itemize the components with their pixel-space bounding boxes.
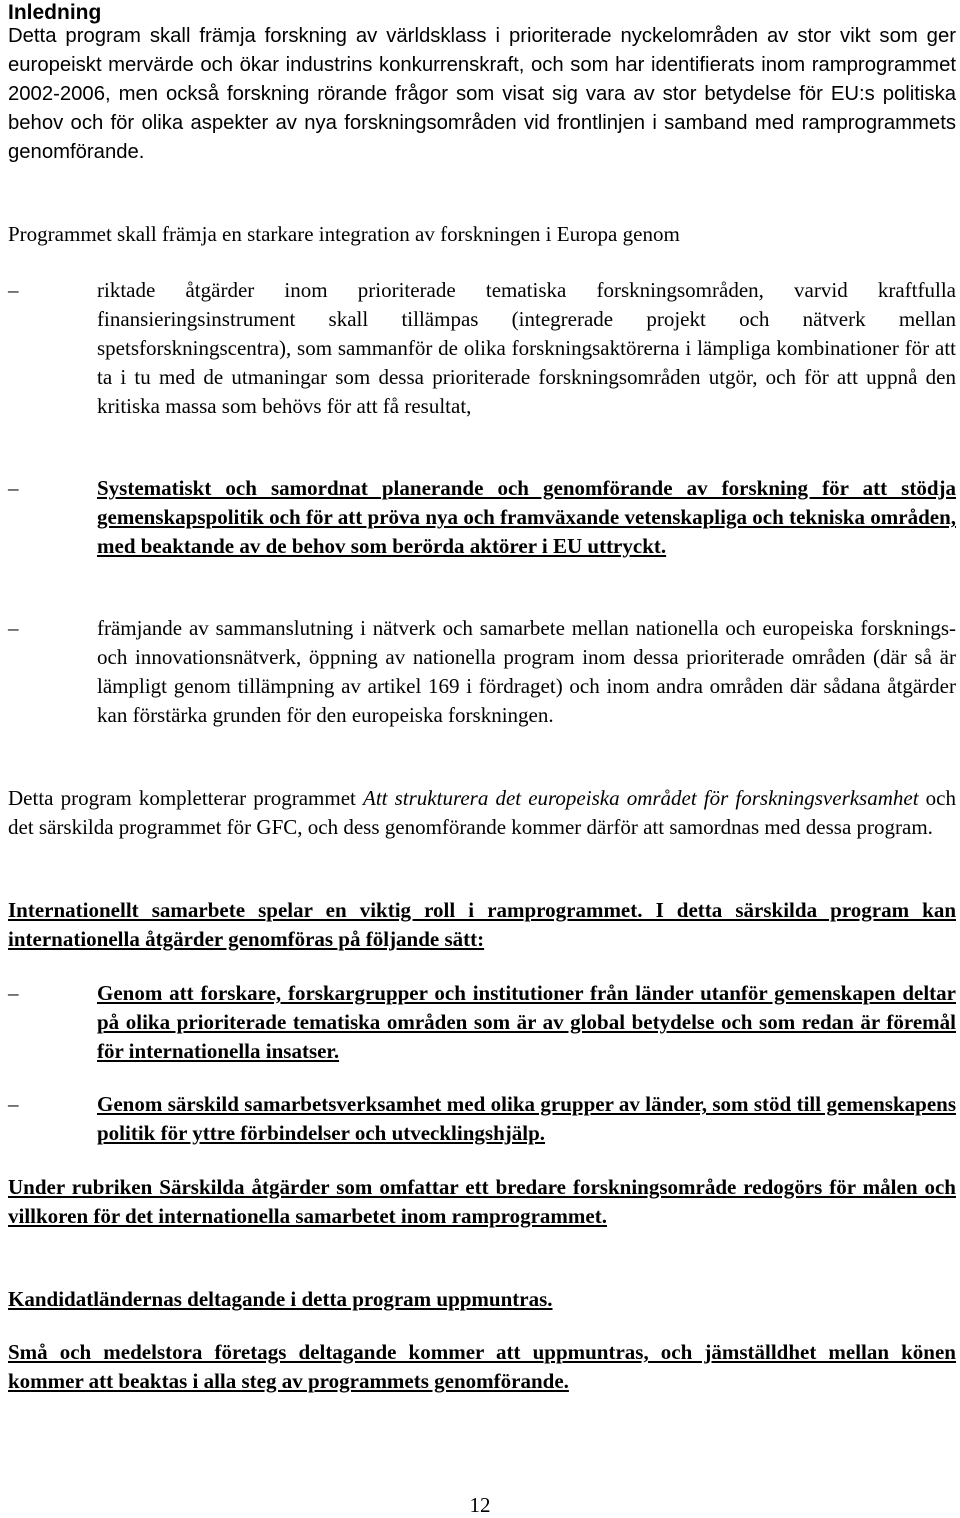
complement-paragraph — [8, 784, 956, 842]
integration-paragraph: Programmet skall främja en starkare integration av forskningen i Europa genom — [8, 222, 680, 246]
dash-bullet: – — [8, 981, 19, 1005]
intro-paragraph: Detta program skall främja forskning av världsklass i prioriterade nyckelområden av stor vikt som ger europeiskt mervärde och ökar industrins konkurrenskraft, och som har identifierats inom ramprogrammet 2002-2006, men också forskning rörande frågor som visat sig vara av stor betydelse för EU:s politiska behov och för olika aspekter av nya forskningsområden vid frontlinjen i samband med ramprogrammets genomförande. — [8, 25, 956, 163]
program-title: Att strukturera det europeiska området för forskningsverksamhet — [363, 786, 919, 810]
special-measures-paragraph: Under rubriken Särskilda åtgärder som omfattar ett bredare forskningsområde redogörs för målen och villkoren för det internationella samarbetet inom ramprogrammet. — [8, 1175, 956, 1228]
complement-text-end: och det särskilda programmet för GFC, och dess genomförande kommer därför att samordnas med dessa program. — [8, 786, 956, 839]
dash-bullet: – — [8, 476, 19, 500]
complement-text-start: Detta program kompletterar programmet — [8, 786, 363, 810]
section-heading: Inledning — [8, 1, 102, 24]
list-item-text: Genom att forskare, forskargrupper och institutioner från länder utanför gemenskapen deltar på olika prioriterade tematiska områden som är av global betydelse och som redan är föremål för internationella insatser. — [97, 981, 956, 1063]
list-item-text: Genom särskild samarbetsverksamhet med olika grupper av länder, som stöd till gemenskapens politik för yttre förbindelser och utvecklingshjälp. — [97, 1092, 956, 1145]
list-item-text: Systematiskt och samordnat planerande och genomförande av forskning för att stödja gemenskapspolitik och för att pröva nya och framväxande vetenskapliga och tekniska områden, med beaktande av de behov som berörda aktörer i EU uttryckt. — [97, 476, 956, 558]
list-item-text: främjande av sammanslutning i nätverk och samarbete mellan nationella och europeiska forsknings- och innovationsnätverk, öppning av nationella program inom dessa prioriterade områden (där så är lämpligt genom tillämpning av artikel 169 i fördraget) och inom andra områden där sådana åtgärder kan förstärka grunden för den europeiska forskningen. — [97, 616, 956, 727]
dash-bullet: – — [8, 616, 19, 640]
page-number: 12 — [469, 1493, 491, 1517]
dash-bullet: – — [8, 278, 19, 302]
candidate-countries-paragraph: Kandidatländernas deltagande i detta program uppmuntras. — [8, 1287, 553, 1311]
dash-bullet: – — [8, 1092, 19, 1116]
list-item-text: riktade åtgärder inom prioriterade tematiska forskningsområden, varvid kraftfulla finansieringsinstrument skall tillämpas (integrerade projekt och nätverk mellan spetsforskningscentra), som sammanför de olika forskningsaktörerna i lämpliga kombinationer för att ta i tu med de utmaningar som dessa prioriterade forskningsområden utgör, och för att uppnå den kritiska massa som behövs för att få resultat, — [97, 278, 956, 418]
sme-paragraph: Små och medelstora företags deltagande kommer att uppmuntras, och jämställdhet mellan könen kommer att beaktas i alla steg av programmets genomförande. — [8, 1340, 956, 1393]
international-paragraph: Internationellt samarbete spelar en viktig roll i ramprogrammet. I detta särskilda program kan internationella åtgärder genomföras på följande sätt: — [8, 898, 956, 951]
